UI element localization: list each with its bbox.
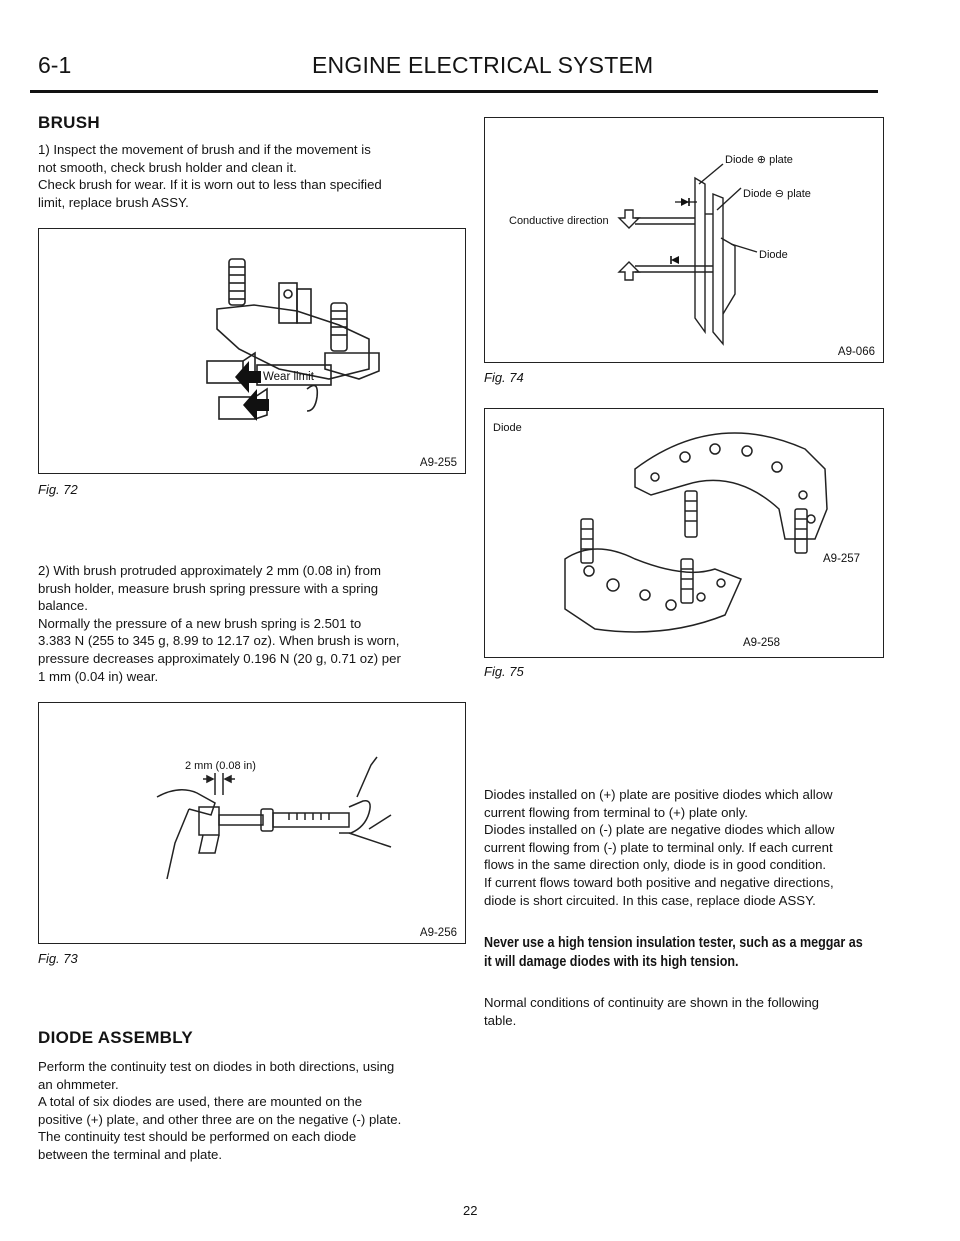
diode-label: Diode [493, 422, 522, 434]
text-line: limit, replace brush ASSY. [38, 194, 189, 210]
figure-74-frame [484, 117, 884, 363]
text-line: Diodes installed on (+) plate are positive diodes which allow [484, 787, 833, 802]
figure-75-caption: Fig. 75 [484, 664, 524, 679]
page-title: ENGINE ELECTRICAL SYSTEM [312, 52, 654, 78]
text-line: Normally the pressure of a new brush spring is 2.501 to [38, 615, 362, 631]
text-line: positive (+) plate, and other three are on the negative (-) plate. [38, 1111, 402, 1127]
text-line: The continuity test should be performed on each diode [38, 1129, 357, 1145]
spring-balance-illustration [39, 703, 467, 945]
figure-75-upper-code: A9-257 [823, 553, 861, 565]
text-line: 3.383 N (255 to 345 g, 8.99 to 12.17 oz). When brush is worn, [38, 633, 400, 649]
text-line: brush holder, measure brush spring pressure with a spring [38, 580, 379, 596]
header-rule [30, 90, 878, 93]
text-line: between the terminal and plate. [38, 1146, 223, 1162]
brush-paragraph-1 [38, 141, 468, 211]
brush-holder-illustration [39, 229, 467, 475]
diode-assembly-illustration [485, 409, 885, 659]
diode-label: Diode [759, 249, 788, 261]
text-line: pressure decreases approximately 0.196 N (20 g, 0.71 oz) per [38, 650, 401, 666]
warning-note [484, 934, 888, 971]
text-line: balance. [38, 598, 88, 614]
text-line: 1 mm (0.04 in) wear. [38, 668, 159, 684]
diode-plate-diagram [485, 118, 885, 364]
text-line: A total of six diodes are used, there are mounted on the [38, 1094, 363, 1110]
diode-assembly-heading: DIODE ASSEMBLY [38, 1028, 194, 1047]
text-line: an ohmmeter. [38, 1076, 119, 1092]
figure-74-caption: Fig. 74 [484, 370, 524, 385]
figure-73-caption: Fig. 73 [38, 951, 78, 966]
figure-72-frame [38, 228, 466, 474]
dimension-label: 2 mm (0.08 in) [185, 760, 256, 772]
text-line: flows in the same direction only, diode is in good condition. [484, 857, 827, 873]
text-line: 1) Inspect the movement of brush and if the movement is [38, 142, 371, 157]
text-line: Check brush for wear. If it is worn out to less than specified [38, 177, 382, 193]
figure-74-code: A9-066 [837, 346, 875, 358]
figure-75-frame [484, 408, 884, 658]
text-line: table. [484, 1012, 517, 1028]
diode-assembly-paragraph [38, 1058, 468, 1164]
brush-paragraph-2 [38, 562, 468, 685]
wear-limit-label: Wear limit [263, 371, 314, 383]
text-line: current flowing from terminal to (+) plate only. [484, 804, 748, 820]
continuity-note [484, 994, 884, 1029]
conductive-direction-label: Conductive direction [509, 215, 609, 227]
text-line: diode is short circuited. In this case, replace diode ASSY. [484, 892, 816, 908]
text-line: 2) With brush protruded approximately 2 mm (0.08 in) from [38, 563, 382, 578]
text-line: current flowing from (-) plate to terminal only. If each current [484, 839, 833, 855]
diode-description-paragraph [484, 786, 884, 909]
text-line: If current flows toward both positive and negative directions, [484, 874, 834, 890]
text-line: not smooth, check brush holder and clean it. [38, 159, 297, 175]
page-number: 22 [463, 1203, 478, 1218]
figure-72-code: A9-255 [419, 457, 457, 469]
diode-pos-plate-label: Diode ⊕ plate [725, 154, 793, 166]
brush-heading: BRUSH [38, 113, 100, 132]
figure-73-frame [38, 702, 466, 944]
text-line: Never use a high tension insulation tester, such as a meggar as [484, 935, 863, 951]
figure-72-caption: Fig. 72 [38, 482, 78, 497]
text-line: Perform the continuity test on diodes in both directions, using [38, 1059, 395, 1074]
diode-neg-plate-label: Diode ⊖ plate [743, 188, 811, 200]
text-line: Normal conditions of continuity are shown in the following [484, 995, 819, 1010]
text-line: Diodes installed on (-) plate are negative diodes which allow [484, 822, 835, 838]
text-line: it will damage diodes with its high tension. [484, 953, 739, 970]
figure-73-code: A9-256 [419, 927, 457, 939]
section-number: 6-1 [38, 52, 72, 78]
figure-75-lower-code: A9-258 [743, 637, 781, 649]
